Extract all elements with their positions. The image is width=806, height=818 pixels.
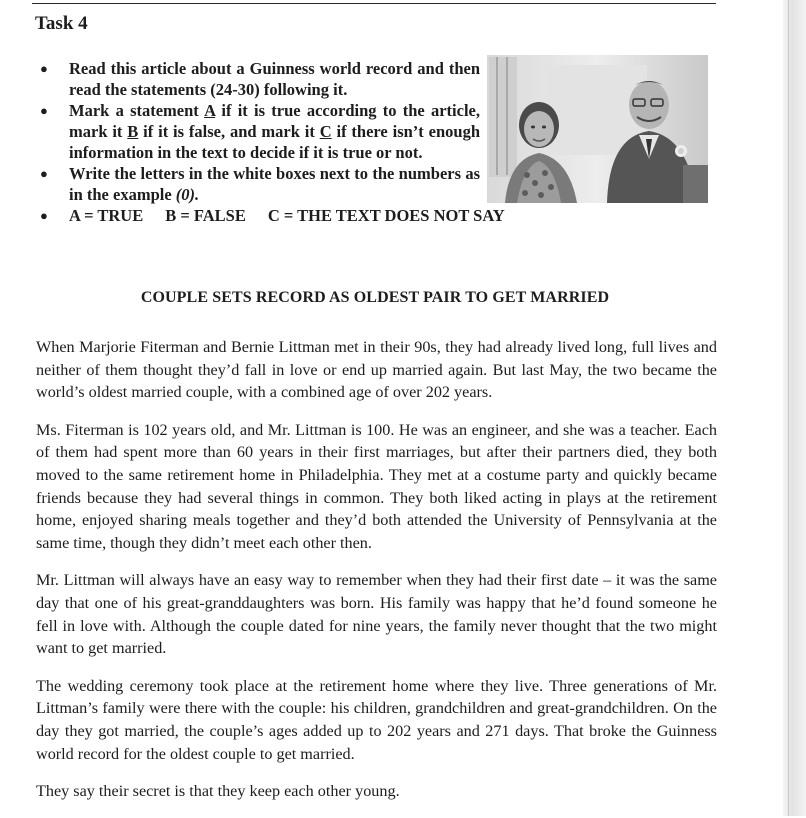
answer-key [40, 205, 589, 226]
page-edge-line [788, 0, 789, 816]
key-not-say: C = THE TEXT DOES NOT SAY [267, 206, 505, 225]
bullet-icon: ● [40, 208, 48, 223]
example-label: (0). [175, 185, 200, 204]
article-paragraph: They say their secret is that they keep each other young. [36, 782, 400, 801]
article-title: COUPLE SETS RECORD AS OLDEST PAIR TO GET MARRIED [140, 289, 610, 306]
instruction-text: Read this article about a Guinness world record and then read the statements (24-30) following it. [69, 59, 480, 99]
instruction-part: Mark a statement [69, 101, 205, 120]
bullet-icon: ● [40, 103, 48, 118]
bullet-icon: ● [40, 166, 48, 181]
article-paragraph: When Marjorie Fiterman and Bernie Littman met in their 90s, they had already lived long, full lives and neither of them thought they’d fall in love or end up married again. But last May, the two became the world’s oldest married couple, with a combined age of over 202 years. [36, 338, 717, 402]
instruction-list [40, 58, 505, 226]
instruction-item [40, 163, 480, 205]
instruction-part: if it is true according to the article, mark it [69, 101, 480, 141]
article-paragraph: Ms. Fiterman is 102 years old, and Mr. Littman is 100. He was an engineer, and she was a teacher. Each of them had spent more than 60 years in their first marriages, but after their partners died, they both moved to the same retirement home in Philadelphia. They met at a costume party and quickly became friends because they had several things in common. They both liked acting in plays at the retirement home, enjoyed sharing meals together and they’d both attended the University of Pennsylvania at the same time, though they didn’t meet each other then. [36, 420, 717, 552]
article-paragraph: Mr. Littman will always have an easy way to remember when they had their first date – it was the same day that one of his great-granddaughters was born. His family was happy that he’d found someone he fell in love with. Although the couple dated for nine years, the family never thought that the two might want to get married. [36, 571, 717, 658]
couple-photo [487, 55, 708, 203]
article-body [36, 336, 717, 818]
article-paragraph: The wedding ceremony took place at the retirement home where they live. Three generations of Mr. Littman’s family were there with the couple: his children, grandchildren and great-grandchildren. On the day they got married, the couple’s ages added up to 202 years and 271 days. That broke the Guinness world record for the oldest couple to get married. [36, 676, 717, 763]
letter-b: B [127, 122, 139, 141]
bullet-icon: ● [40, 61, 48, 76]
letter-a: A [204, 101, 216, 120]
key-false: B = FALSE [165, 206, 246, 225]
instruction-text [69, 163, 480, 205]
instruction-part: if there isn’t enough information in the text to decide if it is true or not. [69, 122, 480, 162]
top-rule [32, 3, 716, 4]
page-edge-shadow [783, 0, 806, 816]
letter-c: C [319, 122, 332, 141]
task-title: Task 4 [35, 13, 88, 34]
key-true: A = TRUE [69, 206, 144, 225]
instruction-part: if it is false, and mark it [138, 122, 320, 141]
instruction-item [40, 100, 480, 163]
instruction-item [40, 58, 480, 100]
instruction-part: Write the letters in the white boxes next to the numbers as in the example [69, 164, 480, 204]
instruction-text [69, 100, 480, 163]
